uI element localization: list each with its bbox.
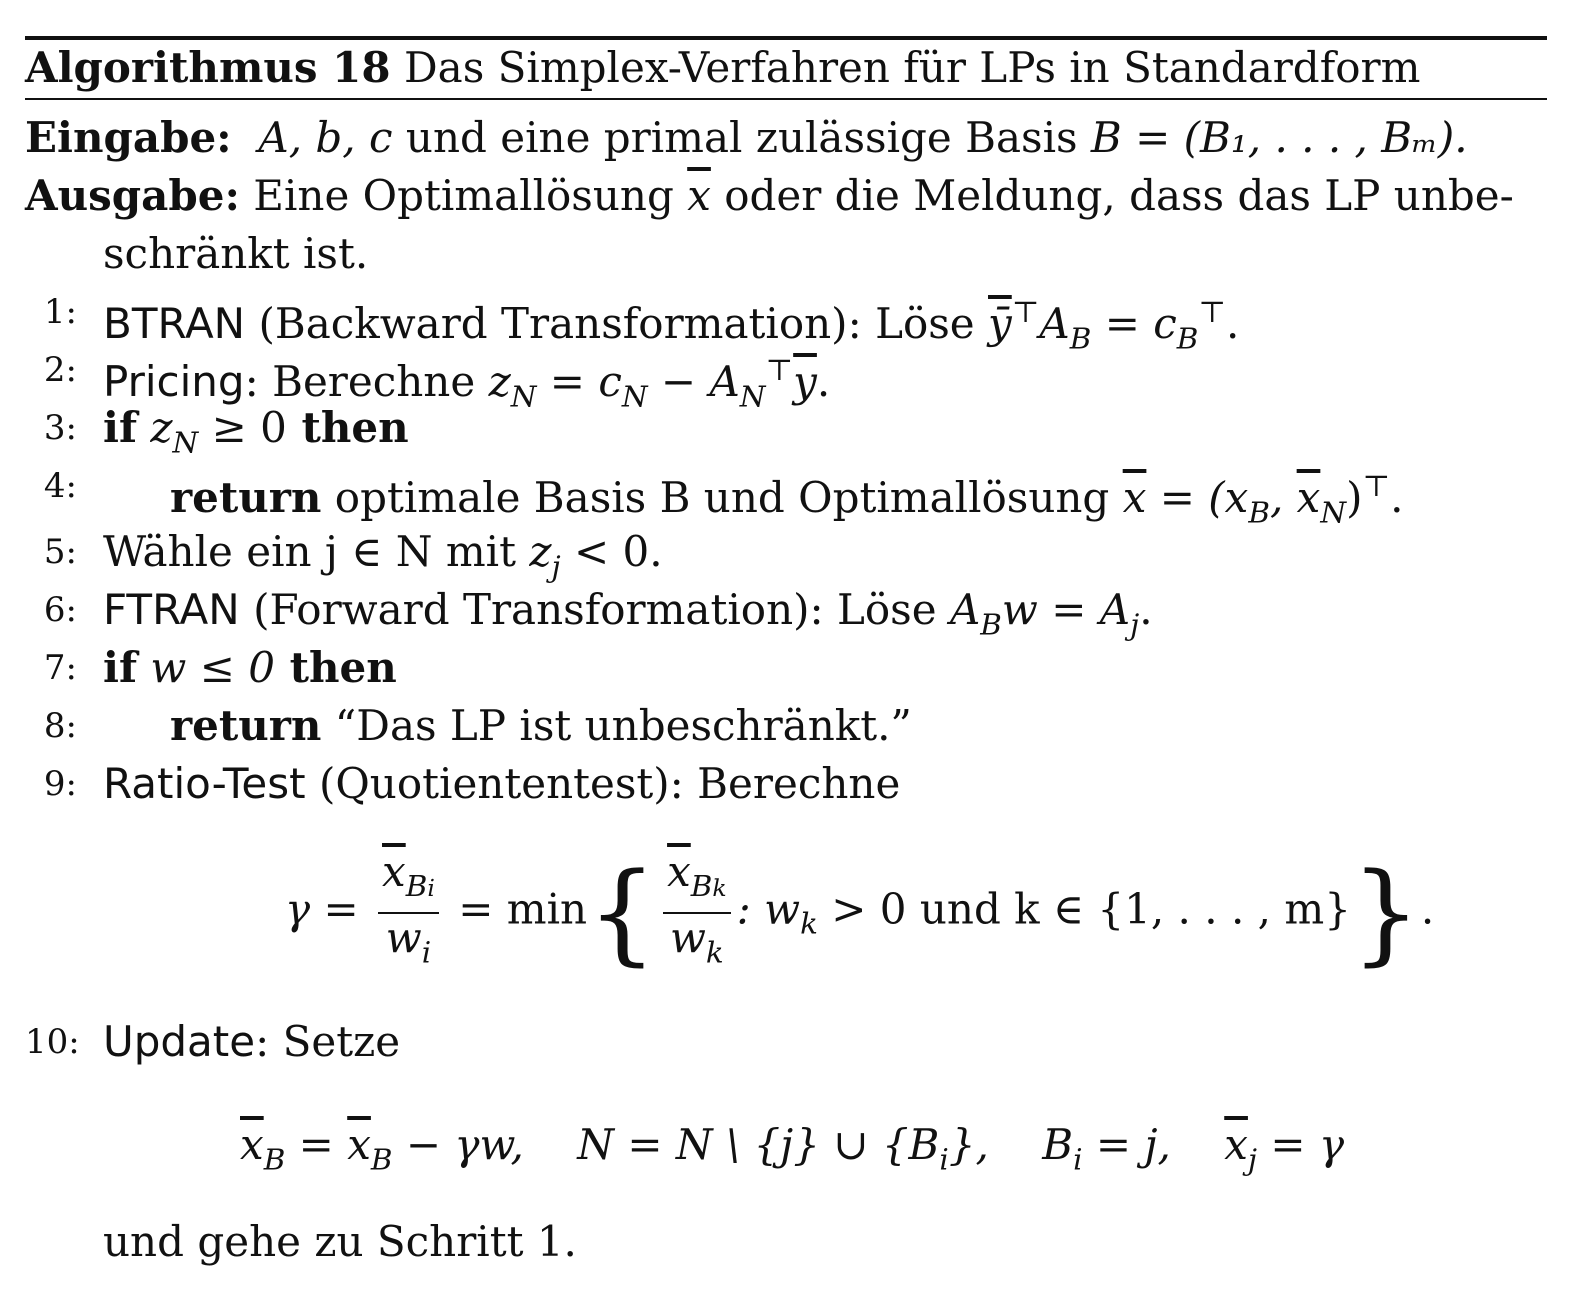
math-transpose: ⊤ — [765, 353, 794, 387]
input-vars: A, b, c — [258, 113, 393, 162]
math-z: z — [488, 357, 511, 407]
math-eq: w = A — [1001, 585, 1131, 634]
algorithm-title: Das Simplex-Verfahren für LPs in Standardform — [404, 43, 1421, 92]
math-sub: j — [551, 549, 561, 584]
input-basis: B = (B₁, . . . , Bₘ). — [1090, 113, 1468, 162]
ratio-formula: γ = $\frac{\overline{x}_{Bi}}{w_i}$ = min{ $\frac{\overline{x}_{Bk}}{w_k}$ : $w_k > 0$ und k ∈ {1, . . . , m}}. — [285, 847, 1435, 977]
step-keyword: if — [103, 403, 138, 452]
math-cond: w ≤ 0 — [150, 643, 275, 692]
step-number: 10: — [25, 1022, 80, 1062]
math-sub: B — [1248, 495, 1270, 530]
right-brace: } — [1350, 848, 1421, 977]
output-label: Ausgabe: — [25, 171, 240, 220]
fraction-xbi-wi: $\frac{\overline{x}_{Bi}}{w_i}$ — [378, 848, 439, 977]
math-min: = min — [458, 884, 588, 934]
algorithm-caption — [25, 42, 1420, 94]
math-c: = c — [536, 357, 622, 407]
final-line: und gehe zu Schritt 1. — [103, 1217, 577, 1266]
output-xbar: $\overline{x}$ — [687, 171, 711, 220]
step-keyword: if — [103, 643, 138, 692]
step-number: 2: — [43, 350, 77, 390]
math-gamma: γ = — [285, 884, 359, 934]
math-cond: : w — [736, 884, 801, 934]
input-label: Eingabe: — [25, 113, 232, 162]
step-keyword: return — [170, 701, 322, 750]
math-sub: N — [172, 425, 199, 460]
step-number: 1: — [43, 292, 77, 332]
step-number: 6: — [43, 590, 77, 630]
fraction-xbk-wk: $\frac{\overline{x}_{Bk}}{w_k}$ — [663, 848, 731, 977]
math-A: − A — [647, 357, 740, 407]
step-number: 5: — [43, 532, 77, 572]
output-line-2: schränkt ist. — [103, 229, 369, 278]
step-keyword: BTRAN — [103, 299, 246, 349]
math-cond-2: > 0 und k ∈ {1, . . . , m} — [817, 884, 1351, 934]
step-text: “Das LP ist unbeschränkt.” — [321, 701, 912, 750]
step-keyword: Ratio-Test — [103, 759, 306, 808]
math-transpose: ⊤ — [1362, 469, 1391, 503]
math-sub: N — [621, 379, 648, 414]
step-keyword: Update — [103, 1017, 256, 1066]
math-c: c — [1153, 299, 1177, 349]
step-keyword: FTRAN — [103, 585, 240, 634]
left-brace: { — [587, 848, 658, 977]
math-transpose: ⊤ — [1198, 295, 1227, 329]
math-cond: < 0. — [560, 527, 663, 576]
update-formula: $\overline{x}_B = \overline{x}_B - \gamma w$, N = N \ {j} ∪ $\{B_i\}$, $B_i = j$, $\overline{x}_j = \gamma$ — [240, 1120, 1345, 1177]
step-text: (Backward Transformation): Löse — [245, 299, 989, 349]
step-number: 3: — [43, 408, 77, 448]
caption-rule — [25, 98, 1547, 100]
step-text: : Berechne — [244, 357, 489, 407]
output-line — [25, 170, 1547, 222]
math-sub: B — [1069, 321, 1092, 356]
math-ybar: $\overline{ȳ}$ — [988, 299, 1012, 349]
math-cond: ≥ 0 — [198, 403, 287, 452]
top-rule — [25, 36, 1547, 40]
step-text: (Forward Transformation): Löse — [239, 585, 950, 634]
step-keyword-then: then — [274, 643, 397, 692]
step-keyword: return — [170, 473, 322, 523]
math-ybar: $\overline{y}$ — [793, 357, 817, 407]
math-transpose: ⊤ — [1011, 295, 1040, 329]
math-A: A — [1039, 299, 1070, 349]
step-number: 9: — [43, 764, 77, 804]
input-text: und eine primal zulässige Basis — [392, 113, 1091, 162]
step-number: 7: — [43, 648, 77, 688]
step-text: (Quotiententest): Berechne — [305, 759, 901, 808]
step-number: 4: — [43, 466, 77, 506]
math-xbar: $\overline{x}$ — [1122, 473, 1147, 523]
input-line — [25, 112, 1468, 164]
step-text: optimale Basis B und Optimallösung — [321, 473, 1123, 523]
step-keyword: Pricing — [103, 357, 245, 407]
output-text-a: Eine Optimallösung — [239, 171, 688, 220]
math-sub: B — [1176, 321, 1199, 356]
output-text-b: oder die Meldung, dass das LP unbe- — [710, 171, 1514, 220]
math-z: z — [150, 403, 173, 452]
math-sub: N — [739, 379, 766, 414]
math-sub: j — [1130, 607, 1140, 642]
math-sub: N — [510, 379, 537, 414]
step-text: : Setze — [255, 1017, 401, 1066]
math-eq: = (x — [1146, 473, 1249, 523]
math-eq: = — [1091, 299, 1154, 349]
step-number: 8: — [43, 706, 77, 746]
math-z: z — [529, 527, 552, 576]
step-text: Wähle ein j ∈ N mit — [103, 527, 530, 576]
step-keyword-then: then — [286, 403, 409, 452]
algorithm-label: Algorithmus 18 — [25, 43, 391, 92]
